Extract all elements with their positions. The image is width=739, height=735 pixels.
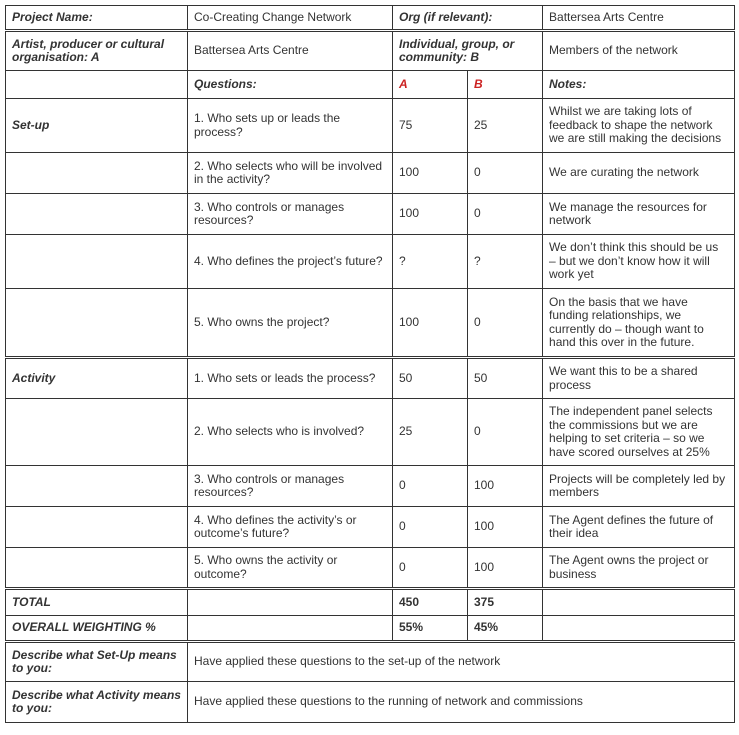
- setup-description-value: Have applied these questions to the set-up of the network: [188, 642, 735, 682]
- table-row: [6, 289, 735, 358]
- total-row: [6, 589, 735, 616]
- empty-cell: [188, 616, 393, 642]
- score-b-cell: 0: [468, 153, 543, 194]
- column-b-header: B: [468, 71, 543, 99]
- score-b-cell: 100: [468, 548, 543, 589]
- empty-cell: [543, 589, 735, 616]
- total-a-value: 450: [393, 589, 468, 616]
- notes-cell: We don’t think this should be us – but we don’t know how it will work yet: [543, 235, 735, 289]
- question-cell: 2. Who selects who is involved?: [188, 399, 393, 466]
- table-row: [6, 466, 735, 507]
- score-a-cell: 0: [393, 507, 468, 548]
- table-row: [6, 99, 735, 153]
- score-b-cell: 0: [468, 289, 543, 358]
- empty-cell: [6, 71, 188, 99]
- co-creation-table: [5, 5, 735, 723]
- score-b-cell: 25: [468, 99, 543, 153]
- score-a-cell: ?: [393, 235, 468, 289]
- score-a-cell: 100: [393, 153, 468, 194]
- empty-cell: [543, 616, 735, 642]
- question-cell: 5. Who owns the activity or outcome?: [188, 548, 393, 589]
- notes-header: Notes:: [543, 71, 735, 99]
- question-cell: 3. Who controls or manages resources?: [188, 466, 393, 507]
- activity-description-label: Describe what Activity means to you:: [6, 682, 188, 723]
- activity-section-label: Activity: [6, 358, 188, 399]
- table-row: [6, 507, 735, 548]
- notes-cell: We want this to be a shared process: [543, 358, 735, 399]
- notes-cell: The Agent owns the project or business: [543, 548, 735, 589]
- question-cell: 4. Who defines the activity’s or outcome’s future?: [188, 507, 393, 548]
- column-header-row: [6, 71, 735, 99]
- score-b-cell: 0: [468, 194, 543, 235]
- table-row: [6, 358, 735, 399]
- empty-cell: [6, 153, 188, 194]
- score-b-cell: 50: [468, 358, 543, 399]
- notes-cell: On the basis that we have funding relationships, we currently do – though want to hand this over in the future.: [543, 289, 735, 358]
- notes-cell: Whilst we are taking lots of feedback to shape the network we are still making the decisions: [543, 99, 735, 153]
- total-b-value: 375: [468, 589, 543, 616]
- weighting-b-value: 45%: [468, 616, 543, 642]
- empty-cell: [188, 589, 393, 616]
- question-cell: 1. Who sets or leads the process?: [188, 358, 393, 399]
- score-a-cell: 0: [393, 466, 468, 507]
- weighting-row: [6, 616, 735, 642]
- empty-cell: [6, 235, 188, 289]
- header-row-participants: [6, 31, 735, 71]
- empty-cell: [6, 399, 188, 466]
- org-value: Battersea Arts Centre: [543, 6, 735, 31]
- project-name-value: Co-Creating Change Network: [188, 6, 393, 31]
- score-b-cell: ?: [468, 235, 543, 289]
- question-cell: 4. Who defines the project’s future?: [188, 235, 393, 289]
- artist-label: Artist, producer or cultural organisation: A: [6, 31, 188, 71]
- score-a-cell: 100: [393, 194, 468, 235]
- org-label: Org (if relevant):: [393, 6, 543, 31]
- empty-cell: [6, 548, 188, 589]
- empty-cell: [6, 507, 188, 548]
- notes-cell: Projects will be completely led by members: [543, 466, 735, 507]
- score-b-cell: 0: [468, 399, 543, 466]
- score-a-cell: 75: [393, 99, 468, 153]
- activity-description-value: Have applied these questions to the running of network and commissions: [188, 682, 735, 723]
- table-row: [6, 399, 735, 466]
- score-b-cell: 100: [468, 507, 543, 548]
- weighting-label: OVERALL WEIGHTING %: [6, 616, 188, 642]
- question-cell: 1. Who sets up or leads the process?: [188, 99, 393, 153]
- individual-label: Individual, group, or community: B: [393, 31, 543, 71]
- setup-section-label: Set-up: [6, 99, 188, 153]
- question-cell: 3. Who controls or manages resources?: [188, 194, 393, 235]
- empty-cell: [6, 194, 188, 235]
- questions-header: Questions:: [188, 71, 393, 99]
- weighting-a-value: 55%: [393, 616, 468, 642]
- score-b-cell: 100: [468, 466, 543, 507]
- total-label: TOTAL: [6, 589, 188, 616]
- score-a-cell: 0: [393, 548, 468, 589]
- setup-description-label: Describe what Set-Up means to you:: [6, 642, 188, 682]
- individual-value: Members of the network: [543, 31, 735, 71]
- artist-value: Battersea Arts Centre: [188, 31, 393, 71]
- empty-cell: [6, 466, 188, 507]
- notes-cell: We are curating the network: [543, 153, 735, 194]
- question-cell: 5. Who owns the project?: [188, 289, 393, 358]
- score-a-cell: 100: [393, 289, 468, 358]
- project-name-label: Project Name:: [6, 6, 188, 31]
- table-row: [6, 153, 735, 194]
- setup-description-row: [6, 642, 735, 682]
- activity-description-row: [6, 682, 735, 723]
- header-row-project: [6, 6, 735, 31]
- table-row: [6, 235, 735, 289]
- table-row: [6, 194, 735, 235]
- column-a-header: A: [393, 71, 468, 99]
- empty-cell: [6, 289, 188, 358]
- notes-cell: The Agent defines the future of their idea: [543, 507, 735, 548]
- score-a-cell: 25: [393, 399, 468, 466]
- notes-cell: We manage the resources for network: [543, 194, 735, 235]
- score-a-cell: 50: [393, 358, 468, 399]
- question-cell: 2. Who selects who will be involved in the activity?: [188, 153, 393, 194]
- table-row: [6, 548, 735, 589]
- notes-cell: The independent panel selects the commissions but we are helping to set criteria – so we have scored ourselves at 25%: [543, 399, 735, 466]
